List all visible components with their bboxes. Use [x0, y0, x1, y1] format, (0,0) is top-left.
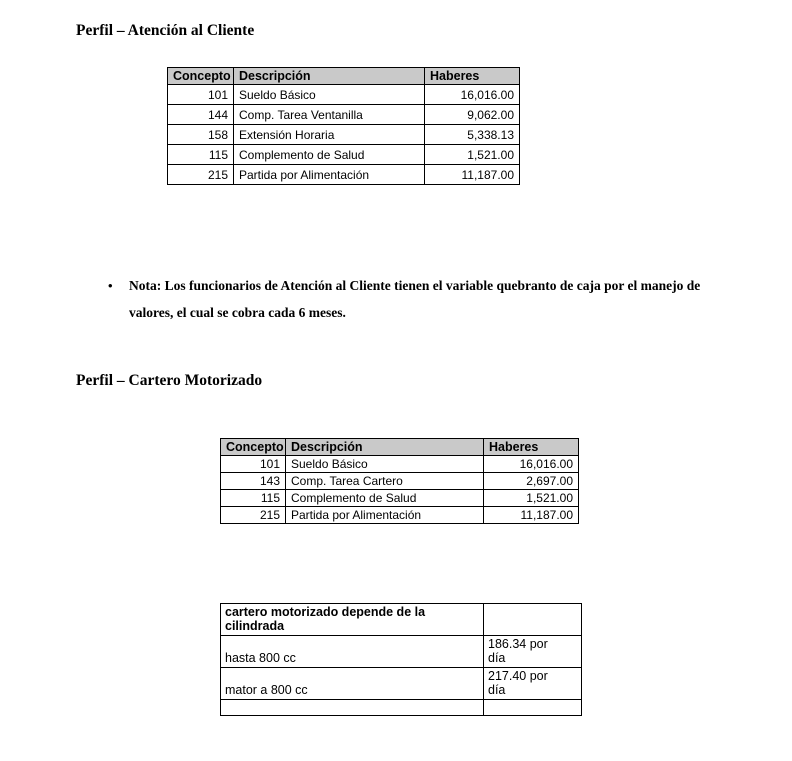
- cell-descripcion: Complemento de Salud: [286, 490, 484, 507]
- cilindrada-value-text: 186.34 por día: [488, 637, 548, 665]
- cell-cilindrada-label: mator a 800 cc: [221, 668, 484, 700]
- column-header-descripcion: Descripción: [286, 439, 484, 456]
- cell-concepto: 215: [221, 507, 286, 524]
- column-header-haberes: Haberes: [425, 68, 520, 85]
- cell-descripcion: Partida por Alimentación: [286, 507, 484, 524]
- section-title-cartero-motorizado: Perfil – Cartero Motorizado: [76, 372, 263, 389]
- cell-haberes: 16,016.00: [425, 85, 520, 105]
- cell-cilindrada-value: [484, 636, 582, 668]
- note-bullet-item: [108, 272, 700, 326]
- cell-concepto: 115: [168, 145, 234, 165]
- table-row: [168, 85, 520, 105]
- column-header-concepto: Concepto: [221, 439, 286, 456]
- cell-haberes: 11,187.00: [425, 165, 520, 185]
- haberes-table-atencion-al-cliente: [167, 67, 520, 185]
- table-row: [221, 507, 579, 524]
- cell-descripcion: Partida por Alimentación: [234, 165, 425, 185]
- table-header-row: [168, 68, 520, 85]
- cell-concepto: 144: [168, 105, 234, 125]
- cell-concepto: 143: [221, 473, 286, 490]
- table-row-empty: [221, 700, 582, 716]
- cilindrada-table: [220, 603, 582, 716]
- cell-concepto: 158: [168, 125, 234, 145]
- column-header-concepto: Concepto: [168, 68, 234, 85]
- column-header-descripcion: Descripción: [234, 68, 425, 85]
- table-row: [221, 456, 579, 473]
- cell-descripcion: Sueldo Básico: [234, 85, 425, 105]
- table-row: [221, 636, 582, 668]
- cell-cilindrada-value: [484, 668, 582, 700]
- cell-haberes: 5,338.13: [425, 125, 520, 145]
- cell-descripcion: Sueldo Básico: [286, 456, 484, 473]
- cell-concepto: 101: [221, 456, 286, 473]
- note-line-2: valores, el cual se cobra cada 6 meses.: [129, 305, 346, 320]
- section-title-atencion-al-cliente: Perfil – Atención al Cliente: [76, 22, 255, 39]
- cell-haberes: 9,062.00: [425, 105, 520, 125]
- cell-concepto: 115: [221, 490, 286, 507]
- table-row: [168, 165, 520, 185]
- cell-haberes: 16,016.00: [484, 456, 579, 473]
- cell-empty: [221, 700, 484, 716]
- table-row: [168, 145, 520, 165]
- cell-descripcion: Comp. Tarea Ventanilla: [234, 105, 425, 125]
- cell-cilindrada-label: hasta 800 cc: [221, 636, 484, 668]
- table-header-row: [221, 439, 579, 456]
- cell-descripcion: Extensión Horaria: [234, 125, 425, 145]
- cell-empty: [484, 700, 582, 716]
- bullet-icon: •: [108, 278, 113, 293]
- table-row: [221, 473, 579, 490]
- cell-haberes: 1,521.00: [484, 490, 579, 507]
- cell-descripcion: Comp. Tarea Cartero: [286, 473, 484, 490]
- cell-haberes: 11,187.00: [484, 507, 579, 524]
- cell-descripcion: Complemento de Salud: [234, 145, 425, 165]
- cell-haberes: 2,697.00: [484, 473, 579, 490]
- cell-empty: [484, 604, 582, 636]
- haberes-table-cartero-motorizado: [220, 438, 579, 524]
- table-row: [221, 490, 579, 507]
- table-row: [168, 125, 520, 145]
- cilindrada-value-text: 217.40 por día: [488, 669, 548, 697]
- table-row: [221, 668, 582, 700]
- table-header-row: [221, 604, 582, 636]
- cell-cilindrada-header: cartero motorizado depende de la cilindrada: [221, 604, 484, 636]
- column-header-haberes: Haberes: [484, 439, 579, 456]
- cell-haberes: 1,521.00: [425, 145, 520, 165]
- note-text: [129, 272, 700, 326]
- note-line-1: Nota: Los funcionarios de Atención al Cliente tienen el variable quebranto de caja por el manejo de: [129, 278, 701, 293]
- cell-concepto: 101: [168, 85, 234, 105]
- cell-concepto: 215: [168, 165, 234, 185]
- table-row: [168, 105, 520, 125]
